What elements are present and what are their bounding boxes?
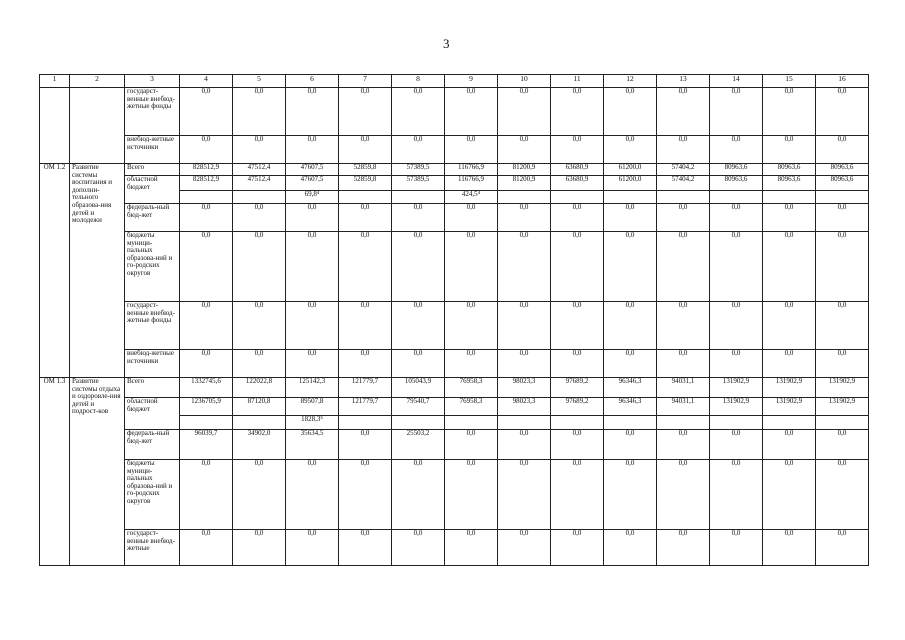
value-cell: 34902,0 [233,430,286,460]
table-row [40,398,869,416]
value-cell: 63680,9 [551,176,604,191]
value-cell: 105043,9 [392,378,445,398]
value-cell: 0,0 [816,302,869,350]
value-cell: 57404,2 [657,176,710,191]
value-cell: 0,0 [286,88,339,136]
value-cell: 0,0 [392,302,445,350]
value-cell: 52859,8 [339,176,392,191]
value-cell: 0,0 [180,302,233,350]
funding-source: внебюд-жетные источники [125,136,180,164]
value-cell: 131902,9 [763,378,816,398]
value-cell: 0,0 [286,460,339,530]
funding-source: бюджеты муници-пальных образова-ний и го-родских округов [125,232,180,302]
value-cell: 0,0 [180,88,233,136]
note-cell [816,191,869,204]
header-cell: 16 [816,75,869,88]
value-cell: 96346,3 [604,398,657,416]
note-cell [763,416,816,430]
value-cell: 0,0 [604,460,657,530]
note-cell [392,191,445,204]
value-cell: 0,0 [710,430,763,460]
value-cell: 47512,4 [233,176,286,191]
note-cell [180,191,233,204]
value-cell: 0,0 [339,204,392,232]
table-row [40,460,869,530]
table-row [40,430,869,460]
header-cell: 6 [286,75,339,88]
funding-source: Всего [125,164,180,176]
value-cell: 0,0 [392,204,445,232]
value-cell: 0,0 [763,460,816,530]
value-cell: 116766,9 [445,176,498,191]
program-title: Развитие системы отдыха и оздоровле-ния детей и подрост-ков [70,378,125,566]
value-cell: 0,0 [498,530,551,566]
table-row [40,350,869,378]
funding-source: бюджеты муници-пальных образова-ний и го-родских округов [125,460,180,530]
value-cell: 63680,9 [551,164,604,176]
note-cell [233,191,286,204]
note-cell [392,416,445,430]
value-cell: 0,0 [180,204,233,232]
value-cell: 0,0 [816,88,869,136]
table-row [40,378,869,398]
value-cell: 828512,9 [180,164,233,176]
value-cell: 47512,4 [233,164,286,176]
header-cell: 13 [657,75,710,88]
header-cell: 1 [40,75,70,88]
value-cell: 0,0 [233,232,286,302]
note-cell [604,191,657,204]
value-cell: 0,0 [551,88,604,136]
value-cell: 0,0 [498,136,551,164]
value-cell: 0,0 [445,302,498,350]
value-cell: 0,0 [233,460,286,530]
value-cell: 0,0 [604,430,657,460]
value-cell: 0,0 [286,302,339,350]
funding-source: областной бюджет [125,176,180,204]
value-cell: 0,0 [551,204,604,232]
value-cell: 0,0 [339,232,392,302]
note-cell [498,191,551,204]
value-cell: 0,0 [498,204,551,232]
value-cell: 0,0 [233,136,286,164]
value-cell: 0,0 [392,530,445,566]
header-cell: 4 [180,75,233,88]
value-cell: 97689,2 [551,398,604,416]
value-cell: 0,0 [710,350,763,378]
value-cell: 0,0 [233,88,286,136]
value-cell: 0,0 [551,430,604,460]
value-cell: 0,0 [657,530,710,566]
value-cell: 0,0 [445,350,498,378]
table-row [40,164,869,176]
value-cell: 98023,3 [498,398,551,416]
note-cell [233,416,286,430]
value-cell: 0,0 [180,350,233,378]
funding-source: федераль-ный бюд-жет [125,430,180,460]
value-cell: 0,0 [551,530,604,566]
value-cell: 76958,3 [445,398,498,416]
value-cell: 0,0 [710,88,763,136]
value-cell: 0,0 [445,88,498,136]
value-cell: 81200,9 [498,164,551,176]
value-cell: 96039,7 [180,430,233,460]
program-code: ОМ 1.2 [40,164,70,378]
value-cell: 80963,6 [816,176,869,191]
table-row [40,176,869,191]
value-cell: 0,0 [286,136,339,164]
note-cell [657,191,710,204]
value-cell: 131902,9 [710,398,763,416]
value-cell: 0,0 [816,460,869,530]
value-cell: 0,0 [763,136,816,164]
value-cell: 0,0 [339,136,392,164]
value-cell: 61200,0 [604,176,657,191]
note-cell [604,416,657,430]
value-cell: 0,0 [657,302,710,350]
funding-source: Всего [125,378,180,398]
value-cell: 131902,9 [710,378,763,398]
value-cell: 0,0 [339,350,392,378]
note-cell: 1828,3⁵ [286,416,339,430]
value-cell: 0,0 [339,530,392,566]
value-cell: 0,0 [498,350,551,378]
value-cell: 0,0 [657,88,710,136]
value-cell: 0,0 [551,350,604,378]
value-cell: 0,0 [763,302,816,350]
budget-table [39,74,869,566]
value-cell: 0,0 [498,88,551,136]
value-cell: 0,0 [763,232,816,302]
note-cell [816,416,869,430]
note-cell [657,416,710,430]
value-cell: 116766,9 [445,164,498,176]
funding-source: государст-венные внебюд-жетные фонды [125,302,180,350]
program-title [70,88,125,164]
value-cell: 0,0 [763,530,816,566]
value-cell: 80963,6 [710,164,763,176]
value-cell: 0,0 [339,302,392,350]
note-cell [445,416,498,430]
value-cell: 47607,5 [286,176,339,191]
funding-source: федераль-ный бюд-жет [125,204,180,232]
value-cell: 87120,8 [233,398,286,416]
value-cell: 0,0 [657,136,710,164]
value-cell: 1236705,9 [180,398,233,416]
value-cell: 98023,3 [498,378,551,398]
value-cell: 0,0 [339,460,392,530]
note-cell [339,191,392,204]
value-cell: 25503,2 [392,430,445,460]
value-cell: 0,0 [392,232,445,302]
value-cell: 0,0 [445,430,498,460]
value-cell: 0,0 [657,232,710,302]
value-cell: 0,0 [180,530,233,566]
note-cell [710,191,763,204]
value-cell: 0,0 [498,430,551,460]
value-cell: 0,0 [286,350,339,378]
note-cell: 424,5⁴ [445,191,498,204]
funding-source: государст-венные внебюд-жетные фонды [125,88,180,136]
value-cell: 0,0 [710,302,763,350]
value-cell: 57389,5 [392,176,445,191]
value-cell: 0,0 [392,88,445,136]
value-cell: 121779,7 [339,398,392,416]
value-cell: 0,0 [763,350,816,378]
value-cell: 131902,9 [763,398,816,416]
value-cell: 0,0 [710,460,763,530]
value-cell: 89507,8 [286,398,339,416]
value-cell: 1332745,6 [180,378,233,398]
value-cell: 131902,9 [816,398,869,416]
header-cell: 9 [445,75,498,88]
value-cell: 0,0 [710,204,763,232]
value-cell: 828512,9 [180,176,233,191]
value-cell: 0,0 [286,232,339,302]
value-cell: 80963,6 [710,176,763,191]
value-cell: 0,0 [233,302,286,350]
value-cell: 0,0 [445,136,498,164]
program-code [40,88,70,164]
value-cell: 0,0 [657,350,710,378]
funding-source: внебюд-жетные источники [125,350,180,378]
value-cell: 35634,5 [286,430,339,460]
value-cell: 0,0 [233,350,286,378]
header-cell: 15 [763,75,816,88]
value-cell: 0,0 [604,136,657,164]
value-cell: 0,0 [445,204,498,232]
value-cell: 81200,9 [498,176,551,191]
note-cell [551,416,604,430]
value-cell: 0,0 [604,530,657,566]
note-cell [498,416,551,430]
value-cell: 80963,6 [816,164,869,176]
value-cell: 0,0 [710,136,763,164]
value-cell: 0,0 [498,302,551,350]
value-cell: 121779,7 [339,378,392,398]
value-cell: 57389,5 [392,164,445,176]
value-cell: 0,0 [604,88,657,136]
value-cell: 0,0 [180,136,233,164]
value-cell: 0,0 [551,232,604,302]
value-cell: 0,0 [233,530,286,566]
header-cell: 7 [339,75,392,88]
value-cell: 0,0 [763,204,816,232]
program-title: Развитие системы воспитания и дополни-тельного образова-ния детей и молодежи [70,164,125,378]
value-cell: 0,0 [339,430,392,460]
value-cell: 0,0 [657,204,710,232]
table-row [40,88,869,136]
note-cell [551,191,604,204]
value-cell: 0,0 [498,232,551,302]
value-cell: 125142,3 [286,378,339,398]
header-cell: 3 [125,75,180,88]
note-cell [763,191,816,204]
value-cell: 80963,6 [763,176,816,191]
value-cell: 0,0 [498,460,551,530]
value-cell: 0,0 [604,232,657,302]
funding-source: государст-венные внебюд-жетные [125,530,180,566]
value-cell: 0,0 [392,460,445,530]
value-cell: 52859,8 [339,164,392,176]
value-cell: 61200,0 [604,164,657,176]
value-cell: 0,0 [710,530,763,566]
value-cell: 0,0 [392,136,445,164]
value-cell: 0,0 [816,530,869,566]
value-cell: 122022,8 [233,378,286,398]
value-cell: 0,0 [286,530,339,566]
value-cell: 0,0 [816,430,869,460]
header-cell: 8 [392,75,445,88]
value-cell: 79540,7 [392,398,445,416]
value-cell: 94031,1 [657,378,710,398]
note-cell [339,416,392,430]
value-cell: 0,0 [604,204,657,232]
value-cell: 0,0 [816,204,869,232]
value-cell: 57404,2 [657,164,710,176]
value-cell: 97689,2 [551,378,604,398]
table-row [40,232,869,302]
value-cell: 0,0 [816,136,869,164]
value-cell: 0,0 [763,88,816,136]
header-cell: 10 [498,75,551,88]
value-cell: 0,0 [233,204,286,232]
note-cell [710,416,763,430]
value-cell: 0,0 [551,302,604,350]
value-cell: 0,0 [339,88,392,136]
value-cell: 0,0 [445,232,498,302]
value-cell: 0,0 [816,232,869,302]
page-number: 3 [443,36,450,51]
header-row [40,75,869,88]
value-cell: 131902,9 [816,378,869,398]
value-cell: 47607,5 [286,164,339,176]
header-cell: 11 [551,75,604,88]
note-cell [180,416,233,430]
value-cell: 0,0 [710,232,763,302]
value-cell: 0,0 [657,460,710,530]
value-cell: 76958,3 [445,378,498,398]
value-cell: 0,0 [604,350,657,378]
header-cell: 12 [604,75,657,88]
value-cell: 0,0 [392,350,445,378]
value-cell: 0,0 [445,530,498,566]
value-cell: 0,0 [551,460,604,530]
table-row [40,136,869,164]
value-cell: 0,0 [180,460,233,530]
program-code: ОМ 1.3 [40,378,70,566]
value-cell: 0,0 [604,302,657,350]
table-row [40,530,869,566]
value-cell: 0,0 [286,204,339,232]
value-cell: 96346,3 [604,378,657,398]
header-cell: 14 [710,75,763,88]
value-cell: 0,0 [763,430,816,460]
value-cell: 94031,1 [657,398,710,416]
value-cell: 0,0 [816,350,869,378]
table-row [40,204,869,232]
note-cell: 69,8⁴ [286,191,339,204]
value-cell: 0,0 [445,460,498,530]
funding-source: областной бюджет [125,398,180,430]
table-row [40,302,869,350]
value-cell: 80963,6 [763,164,816,176]
value-cell: 0,0 [551,136,604,164]
header-cell: 5 [233,75,286,88]
value-cell: 0,0 [180,232,233,302]
value-cell: 0,0 [657,430,710,460]
header-cell: 2 [70,75,125,88]
